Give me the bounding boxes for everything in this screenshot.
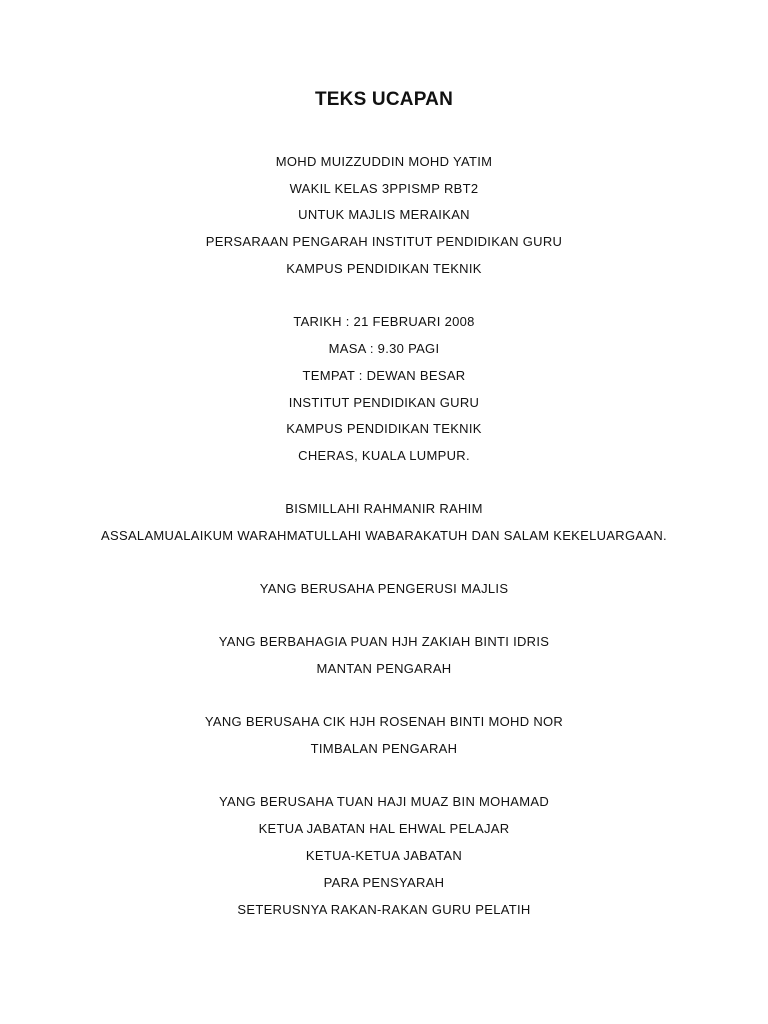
document-title: TEKS UCAPAN <box>314 89 454 110</box>
guest1-name: YANG BERBAHAGIA PUAN HJH ZAKIAH BINTI IDRIS <box>218 634 550 649</box>
guest2-name: YANG BERUSAHA CIK HJH ROSENAH BINTI MOHD NOR <box>204 714 564 729</box>
venue-line: TEMPAT : DEWAN BESAR <box>302 368 466 383</box>
guest3-name: YANG BERUSAHA TUAN HAJI MUAZ BIN MOHAMAD <box>218 794 550 809</box>
purpose-line: UNTUK MAJLIS MERAIKAN <box>298 207 470 222</box>
author-line: MOHD MUIZZUDDIN MOHD YATIM <box>275 154 493 169</box>
event-line: PERSARAAN PENGARAH INSTITUT PENDIDIKAN GURU <box>205 234 563 249</box>
city-line: CHERAS, KUALA LUMPUR. <box>298 448 470 463</box>
campus-line: KAMPUS PENDIDIKAN TEKNIK <box>286 261 482 276</box>
bismillah-line: BISMILLAHI RAHMANIR RAHIM <box>285 501 483 516</box>
greeting-line: ASSALAMUALAIKUM WARAHMATULLAHI WABARAKATUH DAN SALAM KEKELUARGAAN. <box>101 528 667 543</box>
guest3-title: KETUA JABATAN HAL EHWAL PELAJAR <box>258 821 510 836</box>
venue-campus-line: KAMPUS PENDIDIKAN TEKNIK <box>286 421 482 436</box>
role-line: WAKIL KELAS 3PPISMP RBT2 <box>289 181 479 196</box>
lecturers-line: PARA PENSYARAH <box>323 875 445 890</box>
trainees-line: SETERUSNYA RAKAN-RAKAN GURU PELATIH <box>237 902 531 917</box>
time-line: MASA : 9.30 PAGI <box>328 341 440 356</box>
date-line: TARIKH : 21 FEBRUARI 2008 <box>293 314 475 329</box>
institute-line: INSTITUT PENDIDIKAN GURU <box>288 395 480 410</box>
chair-salutation: YANG BERUSAHA PENGERUSI MAJLIS <box>259 581 509 596</box>
guest1-title: MANTAN PENGARAH <box>316 661 452 676</box>
guest2-title: TIMBALAN PENGARAH <box>310 741 458 756</box>
heads-line: KETUA-KETUA JABATAN <box>305 848 463 863</box>
